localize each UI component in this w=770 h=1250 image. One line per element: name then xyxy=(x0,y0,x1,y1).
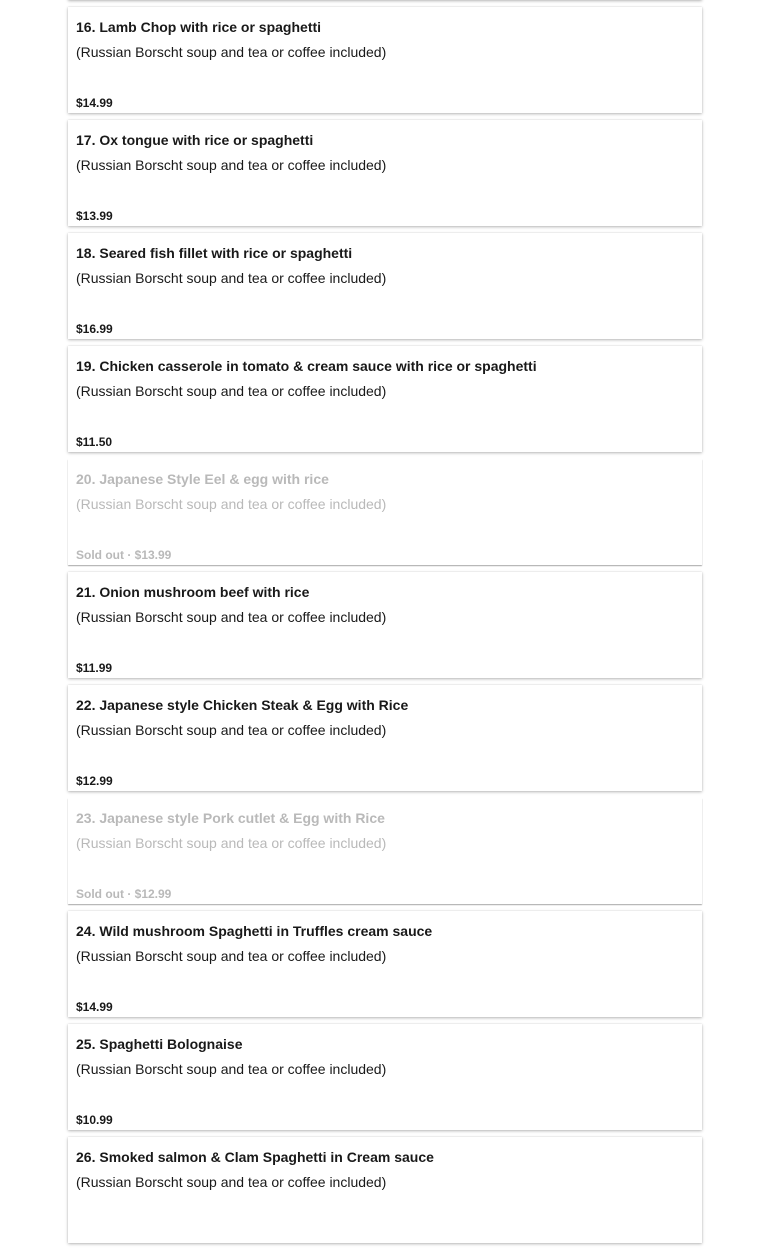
menu-item-price: $13.99 xyxy=(76,209,113,223)
menu-item-title: 19. Chicken casserole in tomato & cream sauce with rice or spaghetti xyxy=(76,358,537,374)
menu-item-16[interactable] xyxy=(68,7,702,113)
menu-item-price: Sold out · $13.99 xyxy=(76,548,172,562)
menu-item-description: (Russian Borscht soup and tea or coffee included) xyxy=(76,1174,387,1190)
menu-item-24[interactable] xyxy=(68,911,702,1017)
menu-item-description: (Russian Borscht soup and tea or coffee included) xyxy=(76,948,387,964)
menu-item-description: (Russian Borscht soup and tea or coffee included) xyxy=(76,722,387,738)
menu-item-description: (Russian Borscht soup and tea or coffee included) xyxy=(76,270,387,286)
menu-item-price: $16.99 xyxy=(76,322,113,336)
menu-item-description: (Russian Borscht soup and tea or coffee included) xyxy=(76,157,387,173)
menu-item-price: Sold out · $12.99 xyxy=(76,887,172,901)
menu-item-price: $11.50 xyxy=(76,435,113,449)
menu-item-title: 20. Japanese Style Eel & egg with rice xyxy=(76,471,329,487)
menu-item-price: $10.99 xyxy=(76,1113,113,1127)
menu-item-price: $12.99 xyxy=(76,774,113,788)
menu-item-25[interactable] xyxy=(68,1024,702,1130)
menu-item-22[interactable] xyxy=(68,685,702,791)
menu-item-list xyxy=(68,0,702,1250)
menu-item-title: 24. Wild mushroom Spaghetti in Truffles cream sauce xyxy=(76,923,433,939)
menu-item-title: 23. Japanese style Pork cutlet & Egg with Rice xyxy=(76,810,385,826)
menu-item-title: 18. Seared fish fillet with rice or spaghetti xyxy=(76,245,353,261)
menu-item-title: 21. Onion mushroom beef with rice xyxy=(76,584,310,600)
menu-item-title: 17. Ox tongue with rice or spaghetti xyxy=(76,132,314,148)
menu-item-description: (Russian Borscht soup and tea or coffee included) xyxy=(76,1061,387,1077)
menu-item-26[interactable] xyxy=(68,1137,702,1243)
menu-item-title: 16. Lamb Chop with rice or spaghetti xyxy=(76,19,322,35)
menu-item-21[interactable] xyxy=(68,572,702,678)
menu-item-price: $14.99 xyxy=(76,1000,113,1014)
menu-item-title: 25. Spaghetti Bolognaise xyxy=(76,1036,243,1052)
menu-item-price: $14.99 xyxy=(76,96,113,110)
menu-item-description: (Russian Borscht soup and tea or coffee included) xyxy=(76,835,387,851)
menu-item-20[interactable] xyxy=(68,459,702,565)
menu-item-19[interactable] xyxy=(68,346,702,452)
menu-item-description: (Russian Borscht soup and tea or coffee included) xyxy=(76,44,387,60)
menu-item-title: 26. Smoked salmon & Clam Spaghetti in Cream sauce xyxy=(76,1149,434,1165)
menu-item-description: (Russian Borscht soup and tea or coffee included) xyxy=(76,383,387,399)
menu-item-17[interactable] xyxy=(68,120,702,226)
menu-item-price: $11.99 xyxy=(76,661,113,675)
menu-item-23[interactable] xyxy=(68,798,702,904)
menu-item-18[interactable] xyxy=(68,233,702,339)
menu-item-description: (Russian Borscht soup and tea or coffee included) xyxy=(76,609,387,625)
menu-item-title: 22. Japanese style Chicken Steak & Egg with Rice xyxy=(76,697,409,713)
menu-item-description: (Russian Borscht soup and tea or coffee included) xyxy=(76,496,387,512)
